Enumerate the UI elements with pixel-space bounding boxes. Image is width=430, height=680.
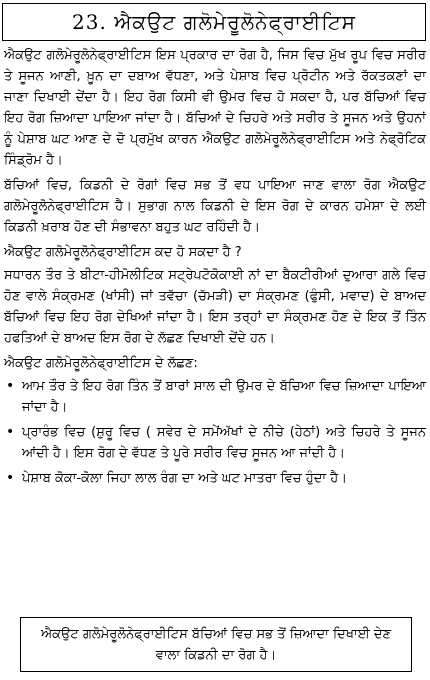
bullet-icon: • [6, 378, 15, 394]
question-answer: ਸਧਾਰਨ ਤੌਰ ਤੇ ਬੀਟਾ-ਹੀਮੋਲੀਟਿਕ ਸਟ੍ਰੇਪਟੋਕੋਕਾਈ ਨਾਂ ਦਾ ਬੈਕਟੀਰੀਆਂ ਦੁਆਰਾ ਗਲੇ ਵਿਚ ਹੋਣ ਵਾਲੇ ਸੰਕ੍ਰਮਣ (ਖਾਂਸੀ) ਜਾਂ ਤਵੱਚਾ (ਚੱਮੜੀ) ਦਾ ਸੰਕ੍ਰਮਣ (ਫੁੰਸੀ, ਮਵਾਦ) ਦੇ ਬਾਅਦ ਬੱਚਿਆਂ ਵਿਚ ਇਹ ਰੋਗ ਦੇਖਿਆਂ ਜਾਂਦਾ ਹੈ। ਇਸ ਤਰ੍ਹਾਂ ਦਾ ਸੰਕ੍ਰਮਣ ਹੋਣ ਦੇ ਇਕ ਤੋਂ ਤਿੰਨ ਹਫਤਿਆਂ ਦੇ ਬਾਅਦ ਇਸ ਰੋਗ ਦੇ ਲੱਛਣ ਦਿਖਾਈ ਦੇਂਦੇ ਹਨ। [4, 268, 426, 346]
symptom-text: ਆਮ ਤੌਰ ਤੇ ਇਹ ਰੋਗ ਤਿੰਨ ਤੋਂ ਬਾਰਾਂ ਸਾਲ ਦੀ ਉਮਰ ਦੇ ਬੱਚਿਆ ਵਿਚ ਜ਼ਿਆਦਾ ਪਾਇਆ ਜਾਂਦਾ ਹੈ। [22, 379, 426, 415]
summary-note-text: ਐਕਉਟ ਗਲੋਮੇਰੂਲੋਨੇਫ੍ਰਾਈਟਿਸ ਬੱਚਿਆਂ ਵਿਚ ਸਭ ਤੋਂ ਜ਼ਿਆਦਾ ਦਿਖਾਈ ਦੇਣ ਵਾਲਾ ਕਿਡਨੀ ਦਾ ਰੋਗ ਹੈ। [41, 626, 391, 663]
chapter-title: 23. ਐਕਉਟ ਗਲੋਮੇਰੂਲੋਨੇਫ੍ਰਾਈਟਿਸ [2, 3, 426, 41]
symptom-item [4, 422, 426, 464]
bullet-icon: • [6, 424, 15, 440]
intro-paragraph: ਐਕਉਟ ਗਲੋਮੇਰੂਲੋਨੇਫ੍ਰਾਈਟਿਸ ਇਸ ਪ੍ਰਕਾਰ ਦਾ ਰੋਗ ਹੈ, ਜਿਸ ਵਿਚ ਮੁੱਖ ਰੂਪ ਵਿਚ ਸਰੀਰ ਤੇ ਸੂਜਨ ਆਣੀ, ਖ਼ੂਨ ਦਾ ਦਬਾਅ ਵੱਧਣਾ, ਅਤੇ ਪੇਸ਼ਾਬ ਵਿਚ ਪ੍ਰੋਟੀਨ ਅਤੇ ਰੱਕਤਕਣਾਂ ਦਾ ਜਾਣਾ ਦਿਖਾਈ ਦੇਂਦਾ ਹੈ। ਇਹ ਰੋਗ ਕਿਸੀ ਵੀ ਉਮਰ ਵਿਚ ਹੋ ਸਕਦਾ ਹੈ, ਪਰ ਬੱਚਿਆਂ ਵਿਚ ਇਹ ਰੋਗ ਜ਼ਿਆਦਾ ਪਾਇਆ ਜਾਂਦਾ ਹੈ। ਬੱਚਿਆਂ ਦੇ ਚਿਹਰੇ ਅਤੇ ਸਰੀਰ ਤੇ ਸੂਜਨ ਅਤੇ ਉਹਨਾਂ ਨੂੰ ਪੇਸ਼ਾਬ ਘਟ ਆਣ ਦੇ ਦੋ ਪ੍ਰਮੁੱਖ ਕਾਰਨ ਐਕਉਟ ਗਲੋਮੇਰੂਲੋਨੇਫ੍ਰਾਈਟਿਸ ਅਤੇ ਨੇਫ੍ਰੋਟਿਕ ਸਿੰਡ੍ਰੋਮ ਹੈ। [4, 48, 426, 168]
symptom-text: ਪ੍ਰਾਰੰਭ ਵਿਚ (ਸ਼ੁਰੂ ਵਿਚ ( ਸਵੇਰ ਦੇ ਸਮੇਂਅੱਖਾਂ ਦੇ ਨੀਚੇ (ਹੇਠਾਂ) ਅਤੇ ਚਿਹਰੇ ਤੇ ਸੂਜਨ ਆਂਦੀ ਹੈ। ਇਸ ਰੋਗ ਦੇ ਵੱਧਣ ਤੇ ਪੂਰੇ ਸਰੀਰ ਵਿਚ ਸੂਜਨ ਆ ਜਾਂਦੀ ਹੈ। [22, 425, 426, 461]
summary-note-box [20, 617, 412, 672]
symptom-text: ਪੇਸ਼ਾਬ ਕੋਕਾ-ਕੋਲਾ ਜਿਹਾ ਲਾਲ ਰੰਗ ਦਾ ਅਤੇ ਘਟ ਮਾਤਰਾ ਵਿਚ ਹੁੰਦਾ ਹੈ। [22, 471, 347, 486]
symptom-item [4, 468, 426, 489]
question-heading: ਐਕਉਟ ਗਲੋਮੇਰੂਲੋਨੇਫ੍ਰਾਈਟਿਸ ਕਦ ਹੋ ਸਕਦਾ ਹੈ ? [4, 245, 242, 260]
bullet-icon: • [6, 470, 15, 486]
children-paragraph: ਬੱਚਿਆਂ ਵਿਚ, ਕਿਡਨੀ ਦੇ ਰੋਗਾਂ ਵਿਚ ਸਭ ਤੋਂ ਵਧ ਪਾਇਆ ਜਾਣ ਵਾਲਾ ਰੋਗ ਐਕਉਟ ਗਲੋਮੇਰੂਲੋਨੇਫ੍ਰਾਈਟਿਸ ਹੈ। ਸੁਭਾਗ ਨਾਲ ਕਿਡਨੀ ਦੇ ਇਸ ਰੋਗ ਦੇ ਕਾਰਨ ਹਮੇਸ਼ਾ ਦੇ ਲਈ ਕਿਡਨੀ ਖ਼ਰਾਬ ਹੋਣ ਦੀ ਸੰਭਾਵਨਾ ਬਹੁਤ ਘਟ ਰਹਿੰਦੀ ਹੈ। [4, 178, 426, 235]
symptoms-list [4, 376, 426, 489]
symptoms-heading: ਐਕਉਟ ਗਲੋਮੇਰੂਲੋਨੇਫ੍ਰਾਈਟਿਸ ਦੇ ਲੱਛਣ: [4, 356, 198, 371]
symptom-item [4, 376, 426, 418]
document-body [4, 45, 426, 493]
